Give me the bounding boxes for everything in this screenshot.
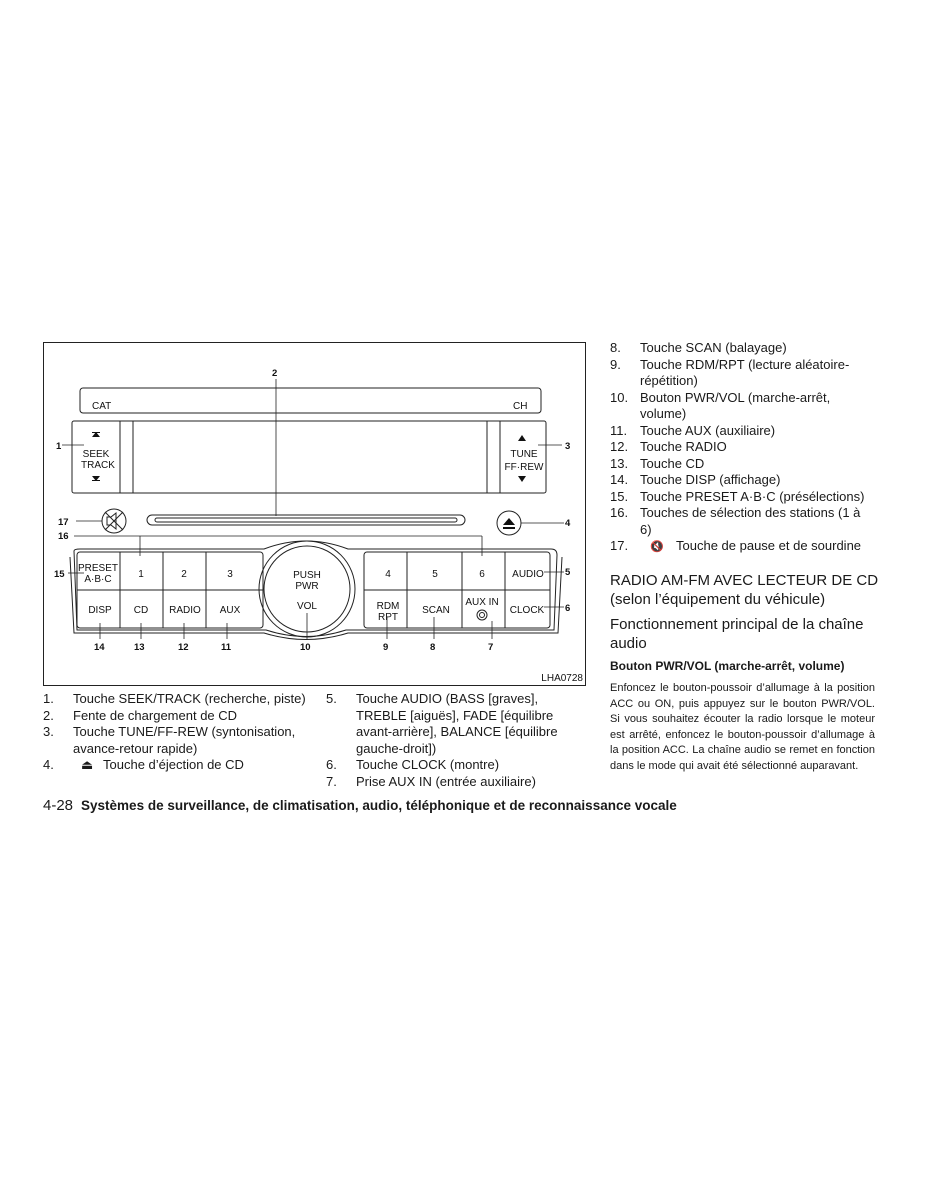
list-item: 9. Touche RDM/RPT (lecture aléatoire-répétition) xyxy=(610,356,850,388)
list-item: 14. Touche DISP (affichage) xyxy=(610,472,781,487)
preset-5-label: 5 xyxy=(432,569,438,580)
callout-6: 6 xyxy=(565,603,571,614)
list-item: 10. Bouton PWR/VOL (marche-arrêt, volume) xyxy=(610,389,831,421)
pwr-label: PWR xyxy=(295,581,319,592)
callout-10: 10 xyxy=(300,642,311,653)
list-item: 8. Touche SCAN (balayage) xyxy=(610,340,787,355)
seek-label: SEEK xyxy=(82,449,110,460)
subsection-heading: Fonctionnement principal de la chaîne audio xyxy=(610,616,864,652)
scan-label: SCAN xyxy=(422,605,450,616)
callout-13: 13 xyxy=(134,642,145,653)
callout-17: 17 xyxy=(58,517,69,528)
list-item: 2. Fente de chargement de CD xyxy=(43,707,238,723)
legend-list-left xyxy=(43,691,308,774)
display-frame xyxy=(80,388,541,413)
rpt-label: RPT xyxy=(378,612,398,623)
radio-label: RADIO xyxy=(169,605,201,616)
section-heading-radio: RADIO AM-FM AVEC LECTEUR DE CD (selon l’équipement du véhicule) xyxy=(610,572,879,608)
list-item: 7. Prise AUX IN (entrée auxiliaire) xyxy=(326,773,536,789)
list-item: 16. Touches de sélection des stations (1 à 6) xyxy=(610,505,861,537)
preset-6-label: 6 xyxy=(479,569,485,580)
aux-label: AUX xyxy=(219,605,241,616)
preset-1-label: 1 xyxy=(138,569,144,580)
callout-16: 16 xyxy=(58,531,69,542)
disp-label: DISP xyxy=(88,605,112,616)
audio-label: AUDIO xyxy=(512,569,544,580)
legend-list-middle xyxy=(326,691,581,790)
push-label: PUSH xyxy=(293,570,321,581)
callout-2: 2 xyxy=(272,368,278,379)
callout-14: 14 xyxy=(94,642,105,653)
cd-label: CD xyxy=(133,605,149,616)
list-item: 5. Touche AUDIO (BASS [graves], TREBLE [aiguës], FADE [équilibre avant-arrière], BALANCE [équilibre gauche-droit]) xyxy=(326,691,558,756)
abc-label: A·B·C xyxy=(84,574,112,585)
preset-3-label: 3 xyxy=(227,569,233,580)
preset-label: PRESET xyxy=(77,563,119,574)
list-item: 4. ⏏ Touche d’éjection de CD xyxy=(43,757,244,772)
preset-2-label: 2 xyxy=(181,569,187,580)
mute-icon: 🔇 xyxy=(650,541,664,553)
paragraph-heading: Bouton PWR/VOL (marche-arrêt, volume) xyxy=(610,659,845,673)
callout-4: 4 xyxy=(565,518,571,529)
callout-8: 8 xyxy=(430,642,436,653)
ffrew-label: FF·REW xyxy=(504,462,544,473)
display-ch-label: CH xyxy=(513,401,528,412)
list-item: 3. Touche TUNE/FF-REW (syntonisation, avance-retour rapide) xyxy=(43,724,296,756)
legend-list-right xyxy=(610,340,875,556)
cd-slot xyxy=(147,515,465,525)
eject-icon: ⏏ xyxy=(81,757,94,772)
tune-label: TUNE xyxy=(510,449,538,460)
track-label: TRACK xyxy=(81,460,115,471)
list-item: 13. Touche CD xyxy=(610,455,705,471)
callout-5: 5 xyxy=(565,567,571,578)
list-item: 6. Touche CLOCK (montre) xyxy=(326,757,500,772)
clock-label: CLOCK xyxy=(509,605,545,616)
callout-9: 9 xyxy=(383,642,389,653)
figure-code: LHA0728 xyxy=(541,673,583,684)
page-footer xyxy=(43,797,903,814)
list-item: 12. Touche RADIO xyxy=(610,439,727,454)
callout-3: 3 xyxy=(565,441,571,452)
list-item: 11. Touche AUX (auxiliaire) xyxy=(610,422,776,438)
chapter-title: Systèmes de surveillance, de climatisation, audio, téléphonique et de reconnaissance vocale xyxy=(81,798,677,813)
list-item: 1. Touche SEEK/TRACK (recherche, piste) xyxy=(43,691,306,706)
vol-label: VOL xyxy=(296,601,318,612)
page-number: 4-28 xyxy=(43,797,74,814)
list-item: 15. Touche PRESET A·B·C (présélections) xyxy=(610,488,865,504)
callout-12: 12 xyxy=(178,642,189,653)
callout-15: 15 xyxy=(54,569,65,580)
display-cat-label: CAT xyxy=(92,401,112,412)
callout-1: 1 xyxy=(56,441,62,452)
audio-unit-diagram xyxy=(44,343,587,687)
audio-unit-figure xyxy=(43,342,586,686)
auxin-label: AUX IN xyxy=(465,597,499,608)
rdm-label: RDM xyxy=(376,601,400,612)
callout-11: 11 xyxy=(221,642,232,653)
preset-4-label: 4 xyxy=(385,569,391,580)
callout-7: 7 xyxy=(488,642,494,653)
control-band xyxy=(72,421,546,493)
list-item: 17. 🔇 Touche de pause et de sourdine xyxy=(610,538,875,556)
body-paragraph: Enfoncez le bouton-poussoir d’allumage à la position ACC ou ON, puis appuyez sur le bouton PWR/VOL. Si vous souhaitez écouter la radio lorsque le moteur est arrêté, enfoncez le bouton-poussoir d’allumage à la position ACC. La chaîne audio se remet en fonction dans le mode qui avait été sélectionné auparavant. xyxy=(610,682,875,772)
